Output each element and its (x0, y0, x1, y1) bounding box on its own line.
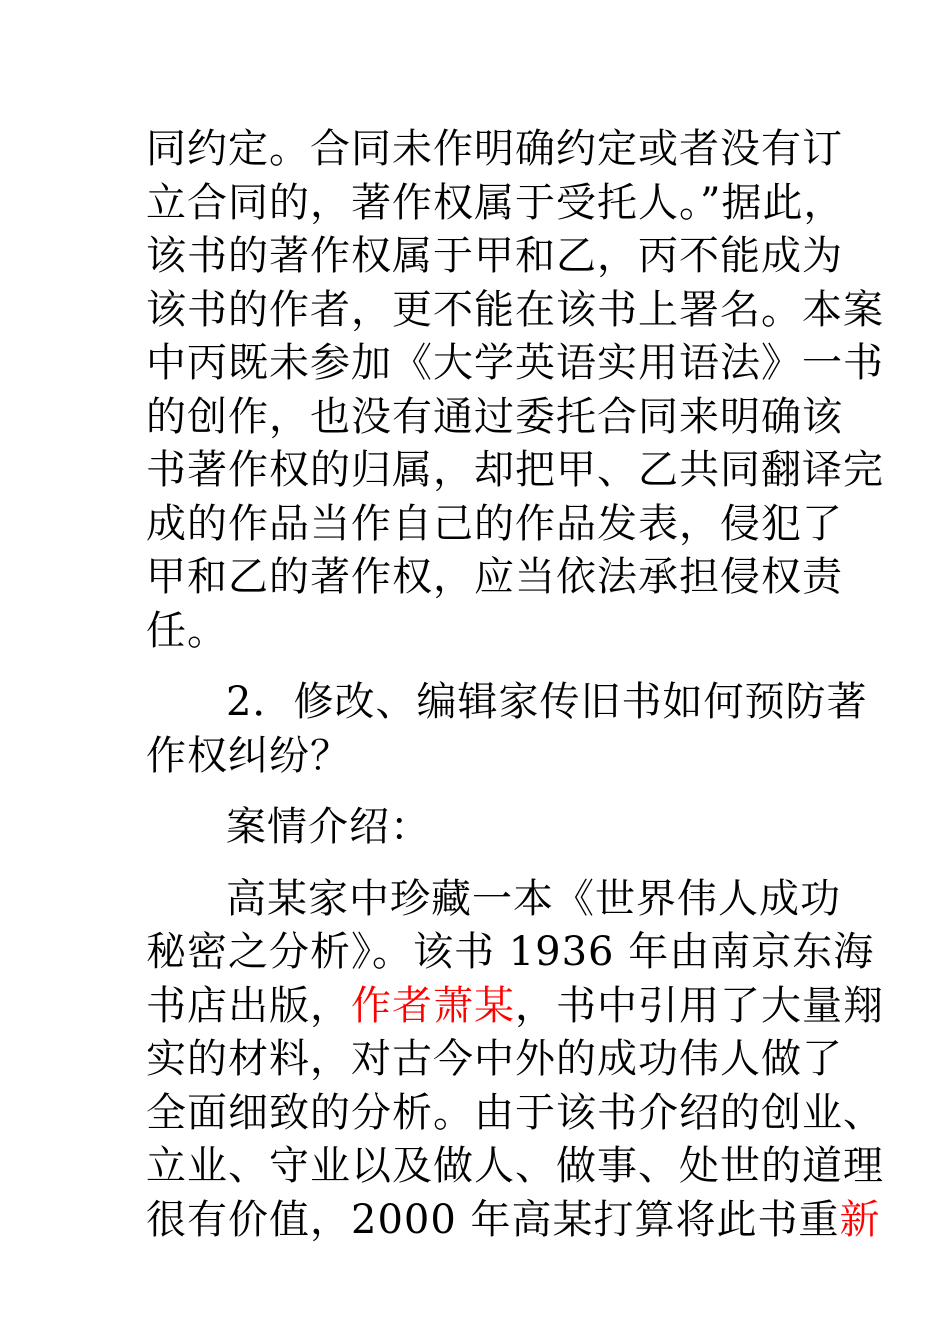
text-line: 立业、守业以及做人、做事、处世的道理 (146, 1143, 884, 1189)
document-body (146, 123, 884, 1247)
case-intro-label (146, 801, 810, 855)
heading-line: 作权纠纷？ (146, 732, 351, 779)
paragraph-spacer (146, 783, 810, 801)
highlighted-text: 新 (839, 1196, 881, 1243)
text-line: 立合同的，著作权属于受托人。”据此， (146, 179, 845, 226)
text-line: 的创作，也没有通过委托合同来明确该 (146, 393, 843, 440)
paragraph-spacer (146, 658, 810, 676)
paragraph-contract-conclusion (146, 123, 884, 658)
text-segment: 书店出版， (146, 982, 351, 1029)
paragraph-spacer (146, 855, 810, 873)
text-line: 同约定。合同未作明确约定或者没有订 (146, 126, 843, 172)
text-line (146, 1194, 881, 1248)
paragraph-case-description (146, 873, 884, 1248)
text-line: 实的材料，对古今中外的成功伟人做了 (146, 1036, 843, 1082)
text-line: 书著作权的归属，却把甲、乙共同翻译完 (146, 447, 884, 493)
text-line: 成的作品当作自己的作品发表，侵犯了 (146, 500, 843, 547)
text-line (146, 980, 884, 1034)
text-line: 秘密之分析》。该书 1936 年由南京东海 (146, 929, 875, 975)
text-line: 全面细致的分析。由于该书介绍的创业、 (146, 1089, 884, 1136)
heading-line: 2．修改、编辑家传旧书如何预防著 (226, 679, 868, 725)
text-segment: 很有价值，2000 年高某打算将此书重 (146, 1196, 840, 1243)
text-line: 该书的著作权属于甲和乙，丙不能成为 (146, 233, 843, 279)
text-line: 任。 (146, 607, 228, 654)
highlighted-author-text: 作者萧某 (351, 982, 515, 1029)
text-segment: ，书中引用了大量翔 (515, 982, 884, 1029)
text-line: 该书的作者，更不能在该书上署名。本案 (146, 286, 884, 333)
text-line: 高某家中珍藏一本《世界伟人成功 (226, 875, 841, 922)
text-line: 甲和乙的著作权，应当依法承担侵权责 (146, 554, 843, 600)
label-line: 案情介绍： (226, 804, 431, 850)
section-heading-2 (146, 676, 868, 783)
text-line: 中丙既未参加《大学英语实用语法》一书 (146, 340, 884, 386)
